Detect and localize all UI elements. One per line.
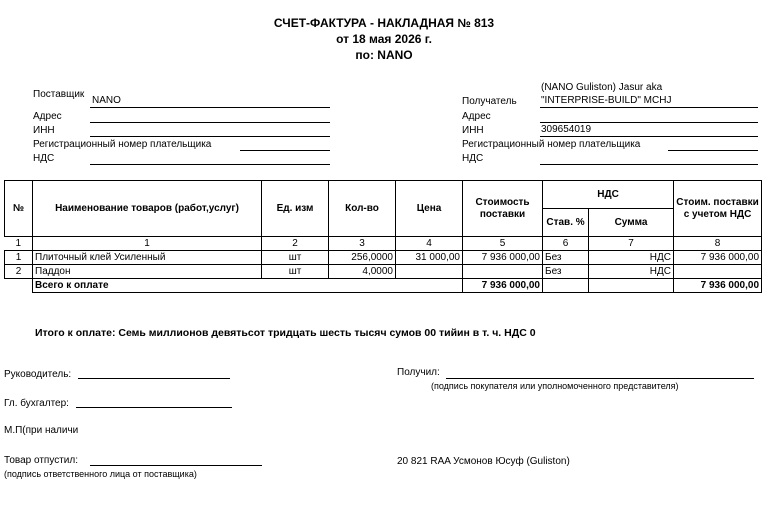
row-qty: 4,0000: [329, 265, 396, 279]
released-note: (подпись ответственного лица от поставщика): [4, 469, 197, 479]
header-name: Наименование товаров (работ,услуг): [33, 181, 262, 237]
total-label: Всего к оплате: [33, 279, 463, 293]
recipient-reg-label: Регистрационный номер плательщика: [462, 139, 641, 150]
released-label: Товар отпустил:: [4, 455, 78, 466]
row-nds-rate: Без: [543, 251, 589, 265]
supplier-reg-line: [240, 150, 330, 151]
col-number: 1: [33, 237, 262, 251]
header-price: Цена: [396, 181, 463, 237]
recipient-name-line2: "INTERPRISE-BUILD" MCHJ: [541, 95, 672, 106]
total-row: [5, 279, 762, 293]
recipient-label: Получатель: [462, 96, 517, 107]
row-num: 2: [5, 265, 33, 279]
total-in-words: Итого к оплате: Семь миллионов девятьсот тридцать шесть тысяч сумов 00 тийин в т. ч. НДС 0: [35, 327, 536, 339]
row-nds-sum: НДС: [589, 265, 674, 279]
row-total: 7 936 000,00: [674, 251, 762, 265]
director-label: Руководитель:: [4, 369, 72, 380]
header-num: №: [5, 181, 33, 237]
total-cost: 7 936 000,00: [463, 279, 543, 293]
header-nds-sum: Сумма: [589, 209, 674, 237]
recipient-address-line: [540, 122, 758, 123]
col-number: 1: [5, 237, 33, 251]
row-num: 1: [5, 251, 33, 265]
received-note: (подпись покупателя или уполномоченного представителя): [431, 381, 679, 391]
supplier-name-line: [90, 107, 330, 108]
table-row: [5, 251, 762, 265]
document-title: СЧЕТ-ФАКТУРА - НАКЛАДНАЯ № 813: [273, 16, 495, 30]
stamp-label: М.П(при наличи: [4, 425, 79, 436]
supplier-nds-label: НДС: [33, 153, 55, 164]
row-unit: шт: [262, 251, 329, 265]
row-name: Плиточный клей Усиленный: [33, 251, 262, 265]
row-total: [674, 265, 762, 279]
col-number: 3: [329, 237, 396, 251]
recipient-name-line1: (NANO Guliston) Jasur aka: [541, 82, 663, 93]
supplier-nds-line: [90, 164, 330, 165]
accountant-line: [76, 407, 232, 408]
document-date: от 18 мая 2026 г.: [336, 32, 432, 46]
table-row: [5, 265, 762, 279]
row-cost: [463, 265, 543, 279]
received-label: Получил:: [397, 367, 440, 378]
total-empty: [543, 279, 589, 293]
row-unit: шт: [262, 265, 329, 279]
header-unit: Ед. изм: [262, 181, 329, 237]
recipient-reg-line: [668, 150, 758, 151]
header-nds-rate: Став. %: [543, 209, 589, 237]
row-qty: 256,0000: [329, 251, 396, 265]
header-qty: Кол-во: [329, 181, 396, 237]
supplier-address-line: [90, 122, 330, 123]
header-total: Стоим. поставки с учетом НДС: [674, 181, 762, 237]
col-number: 2: [262, 237, 329, 251]
col-number: 5: [463, 237, 543, 251]
driver-info: 20 821 RAA Усмонов Юсуф (Guliston): [397, 456, 570, 467]
col-number: 6: [543, 237, 589, 251]
col-number: 7: [589, 237, 674, 251]
recipient-inn-line: [540, 136, 758, 137]
row-cost: 7 936 000,00: [463, 251, 543, 265]
recipient-nds-line: [540, 164, 758, 165]
recipient-nds-label: НДС: [462, 153, 484, 164]
document-contract: по: NANO: [355, 48, 413, 62]
recipient-name-line: [540, 107, 758, 108]
col-number: 4: [396, 237, 463, 251]
total-with-nds: 7 936 000,00: [674, 279, 762, 293]
recipient-inn-label: ИНН: [462, 125, 484, 136]
supplier-address-label: Адрес: [33, 111, 62, 122]
row-nds-rate: Без: [543, 265, 589, 279]
col-number: 8: [674, 237, 762, 251]
items-table: [4, 180, 762, 293]
total-empty: [589, 279, 674, 293]
header-cost: Стоимость поставки: [463, 181, 543, 237]
row-price: [396, 265, 463, 279]
header-nds: НДС: [543, 181, 674, 209]
supplier-inn-line: [90, 136, 330, 137]
accountant-label: Гл. бухгалтер:: [4, 398, 69, 409]
row-price: 31 000,00: [396, 251, 463, 265]
director-line: [78, 378, 230, 379]
supplier-label: Поставщик: [33, 89, 85, 100]
row-nds-sum: НДС: [589, 251, 674, 265]
recipient-inn: 309654019: [541, 124, 592, 135]
row-name: Паддон: [33, 265, 262, 279]
released-line: [90, 465, 262, 466]
received-line: [446, 378, 754, 379]
supplier-inn-label: ИНН: [33, 125, 55, 136]
supplier-name: NANO: [92, 95, 121, 106]
total-spacer: [5, 279, 33, 293]
supplier-reg-label: Регистрационный номер плательщика: [33, 139, 212, 150]
recipient-address-label: Адрес: [462, 111, 491, 122]
